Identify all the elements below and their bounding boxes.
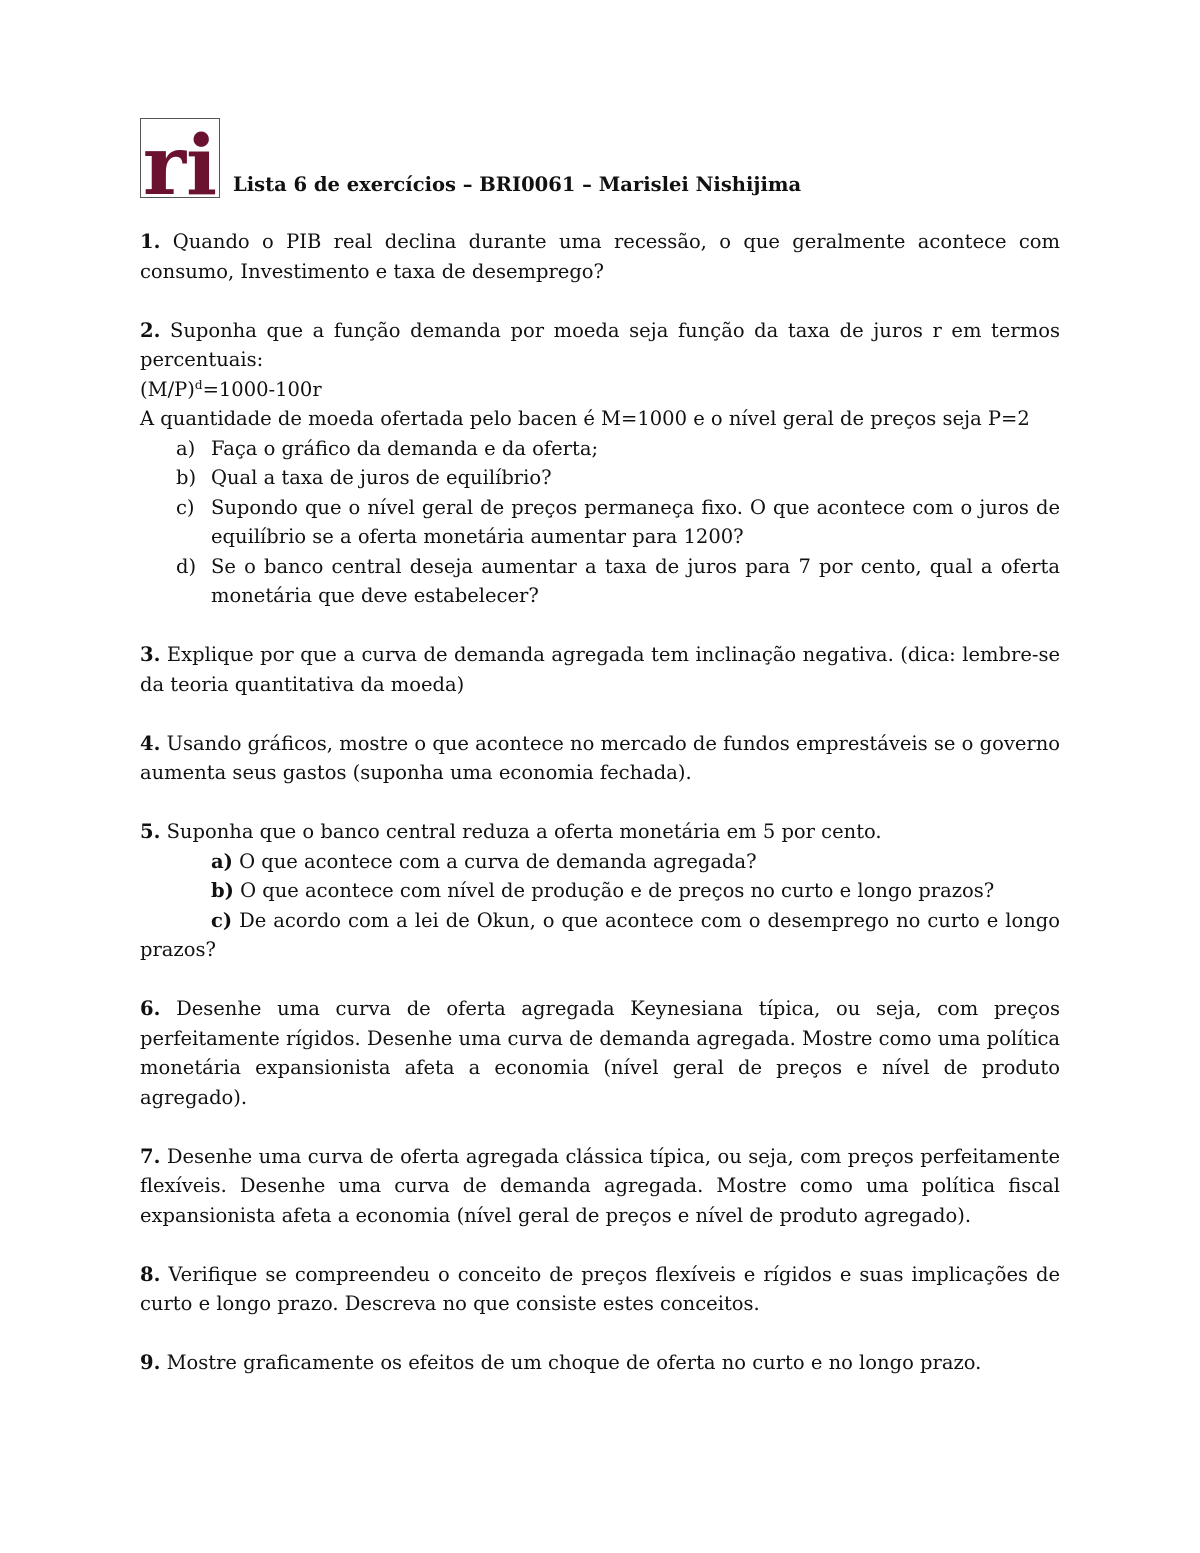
subquestion-text: Supondo que o nível geral de preços permaneça fixo. O que acontece com o juros de equilíbrio se a oferta monetária aumentar para 1200?: [211, 495, 1060, 548]
subquestion-text: De acordo com a lei de Okun, o que acontece com o desemprego no curto e longo prazos?: [140, 908, 1060, 961]
equation-lhs: (M/P): [140, 377, 195, 401]
question-text: Desenhe uma curva de oferta agregada clássica típica, ou seja, com preços perfeitamente flexíveis. Desenhe uma curva de demanda agregada. Mostre como uma política fiscal expansionista afeta a economia (nível geral de preços e nível de produto agregado).: [140, 1144, 1060, 1227]
document-header: [140, 112, 1060, 198]
question-3: [140, 640, 1060, 699]
question-number: 6.: [140, 997, 161, 1020]
subquestion-mark: a): [176, 436, 196, 460]
logo-text: ri: [142, 118, 218, 198]
question-text: Explique por que a curva de demanda agregada tem inclinação negativa. (dica: lembre-se da teoria quantitativa da moeda): [140, 643, 1061, 696]
subquestion-a: [140, 434, 1060, 464]
question-text: Desenhe uma curva de oferta agregada Keynesiana típica, ou seja, com preços perfeitamente rígidos. Desenhe uma curva de demanda agregada. Mostre como uma política monetária expansionista afeta a economia (nível geral de preços e nível de produto agregado).: [140, 997, 1061, 1109]
question-text: Verifique se compreendeu o conceito de preços flexíveis e rígidos e suas implicações de curto e longo prazo. Descreva no que consiste estes conceitos.: [140, 1262, 1060, 1315]
subquestion-text: Qual a taxa de juros de equilíbrio?: [211, 466, 552, 489]
question-8: [140, 1260, 1060, 1319]
question-number: 4.: [140, 731, 161, 755]
question-text: Suponha que a função demanda por moeda seja função da taxa de juros r em termos percentuais:: [140, 318, 1060, 371]
question-1: [140, 227, 1060, 286]
subquestion-mark: b): [211, 879, 234, 902]
question-2: [140, 316, 1060, 611]
question-text: Mostre graficamente os efeitos de um choque de oferta no curto e no longo prazo.: [166, 1351, 982, 1374]
question-5: [140, 817, 1060, 965]
question-number: 3.: [140, 643, 161, 666]
money-demand-equation: [140, 375, 1060, 405]
subquestion-d: [140, 552, 1060, 611]
subquestion-text: Faça o gráfico da demanda e da oferta;: [211, 436, 599, 460]
question-number: 9.: [140, 1351, 161, 1374]
question-7: [140, 1142, 1060, 1231]
subquestion-text: O que acontece com a curva de demanda agregada?: [239, 849, 757, 873]
equation-superscript: d: [194, 377, 203, 392]
subquestion-c: [140, 493, 1060, 552]
subquestion-mark: c): [211, 908, 233, 932]
equation-rhs: =1000-100r: [202, 377, 322, 401]
subquestion-a: [140, 847, 1060, 877]
question-text: Suponha que o banco central reduza a oferta monetária em 5 por cento.: [166, 820, 882, 843]
question-number: 1.: [140, 230, 161, 253]
document-page: [140, 112, 1060, 1378]
subquestion-mark: d): [176, 554, 197, 578]
question-number: 7.: [140, 1144, 161, 1168]
subquestion-mark: c): [176, 495, 195, 519]
question-number: 2.: [140, 318, 161, 342]
subquestion-mark: a): [211, 849, 233, 873]
question-4: [140, 729, 1060, 788]
subquestion-list: [140, 434, 1060, 611]
subquestion-b: [140, 876, 1060, 906]
ri-logo: [140, 118, 220, 198]
question-text: Usando gráficos, mostre o que acontece no mercado de fundos emprestáveis se o governo aumenta seus gastos (suponha uma economia fechada).: [140, 731, 1060, 784]
subquestion-text: O que acontece com nível de produção e de preços no curto e longo prazos?: [240, 879, 995, 902]
subquestion-mark: b): [176, 466, 197, 489]
subquestion-c: [140, 906, 1060, 965]
question-6: [140, 994, 1060, 1112]
question-9: [140, 1348, 1060, 1378]
subquestion-text: Se o banco central deseja aumentar a taxa de juros para 7 por cento, qual a oferta monetária que deve estabelecer?: [211, 554, 1060, 607]
subquestion-b: [140, 463, 1060, 493]
question-text: Quando o PIB real declina durante uma recessão, o que geralmente acontece com consumo, Investimento e taxa de desemprego?: [140, 230, 1060, 283]
document-title: Lista 6 de exercícios – BRI0061 – Marislei Nishijima: [233, 173, 802, 196]
question-number: 8.: [140, 1262, 161, 1286]
money-supply-statement: A quantidade de moeda ofertada pelo bacen é M=1000 e o nível geral de preços seja P=2: [140, 407, 1030, 430]
question-number: 5.: [140, 820, 161, 843]
